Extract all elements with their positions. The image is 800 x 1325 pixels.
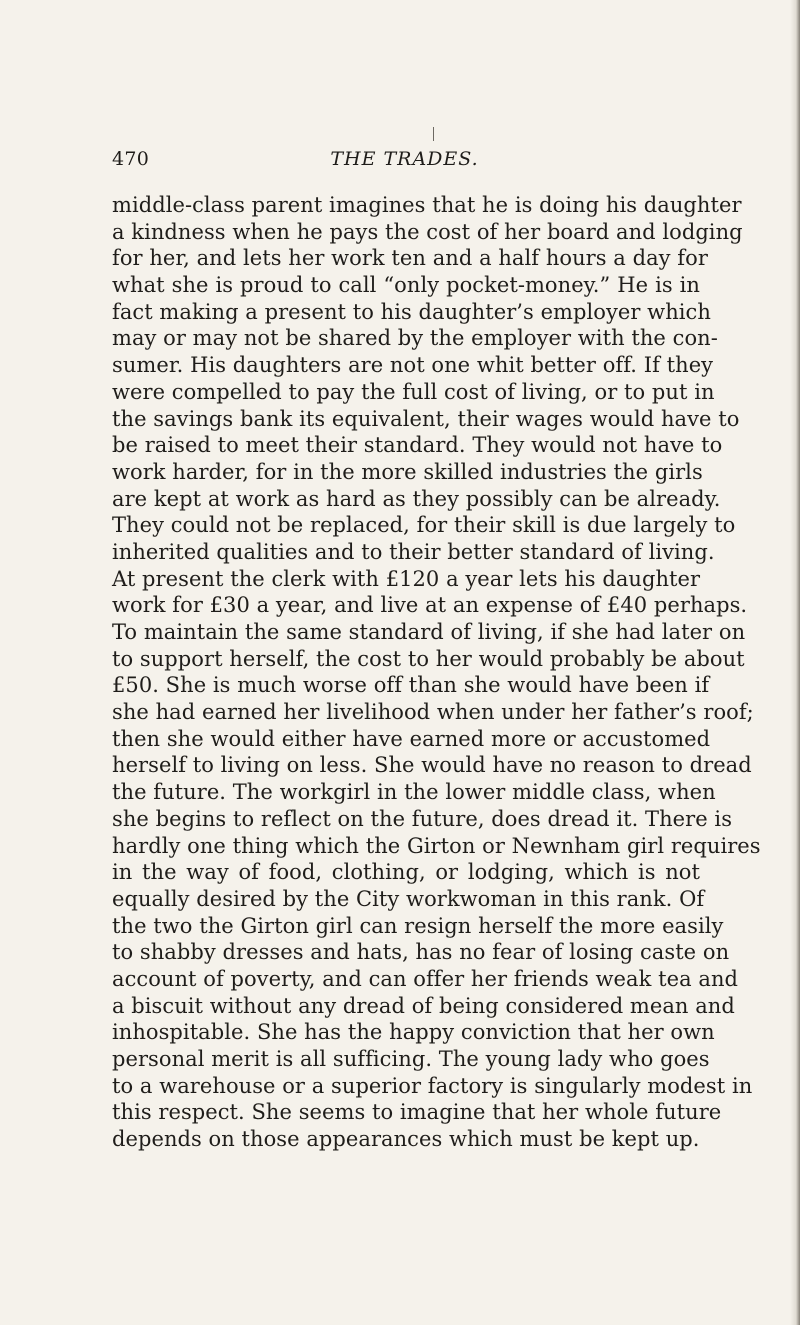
text-line: hardly one thing which the Girton or Newnham girl requires — [112, 833, 761, 858]
text-line: this respect. She seems to imagine that her whole future — [112, 1100, 722, 1125]
text-line: the two the Girton girl can resign herself the more easily — [112, 913, 724, 938]
text-line: to support herself, the cost to her would probably be about — [112, 646, 745, 671]
text-line: herself to living on less. She would have no reason to dread — [112, 753, 752, 778]
text-line: what she is proud to call “only pocket-money.” He is in — [112, 273, 700, 298]
text-line: in the way of food, clothing, or lodging, which is not — [112, 860, 700, 885]
page-mark — [433, 127, 434, 141]
text-line: are kept at work as hard as they possibly can be already. — [112, 486, 721, 511]
text-line: be raised to meet their standard. They would not have to — [112, 433, 723, 458]
text-line: she had earned her livelihood when under her father’s roof; — [112, 700, 754, 725]
body-text — [112, 192, 761, 1153]
text-line: may or may not be shared by the employer with the con- — [112, 326, 718, 351]
text-line: At present the clerk with £120 a year lets his daughter — [112, 566, 701, 591]
text-line: for her, and lets her work ten and a half hours a day for — [112, 246, 708, 271]
text-line: equally desired by the City workwoman in this rank. Of — [112, 886, 705, 911]
text-line: to shabby dresses and hats, has no fear of losing caste on — [112, 940, 730, 965]
text-line: They could not be replaced, for their skill is due largely to — [112, 513, 736, 538]
text-line: work harder, for in the more skilled industries the girls — [112, 459, 703, 484]
text-line: a biscuit without any dread of being considered mean and — [112, 993, 735, 1018]
text-line: to a warehouse or a superior factory is singularly modest in — [112, 1073, 753, 1098]
text-line: To maintain the same standard of living, if she had later on — [112, 620, 746, 644]
text-line: work for £30 a year, and live at an expense of £40 perhaps. — [112, 593, 748, 618]
text-line: the savings bank its equivalent, their wages would have to — [112, 406, 740, 431]
text-line: fact making a present to his daughter’s employer which — [112, 299, 711, 324]
text-line: then she would either have earned more or accustomed — [112, 726, 711, 751]
page-edge-shadow — [790, 0, 800, 1325]
text-line: sumer. His daughters are not one whit better off. If they — [112, 353, 714, 378]
running-title: THE TRADES. — [330, 148, 479, 170]
text-line: inherited qualities and to their better standard of living. — [112, 539, 715, 564]
text-line: personal merit is all sufficing. The young lady who goes — [112, 1047, 710, 1071]
text-line: depends on those appearances which must be kept up. — [112, 1127, 700, 1152]
text-line: she begins to reflect on the future, does dread it. There is — [112, 806, 733, 831]
text-line: a kindness when he pays the cost of her board and lodging — [112, 219, 743, 244]
text-line: £50. She is much worse off than she would have been if — [112, 673, 710, 698]
text-line: account of poverty, and can offer her friends weak tea and — [112, 966, 739, 991]
text-line: the future. The workgirl in the lower middle class, when — [112, 780, 716, 805]
page-number: 470 — [112, 148, 150, 170]
text-line: middle-class parent imagines that he is doing his daughter — [112, 193, 742, 217]
text-line: inhospitable. She has the happy conviction that her own — [112, 1020, 715, 1045]
text-line: were compelled to pay the full cost of living, or to put in — [112, 379, 715, 404]
page-header — [112, 148, 697, 176]
